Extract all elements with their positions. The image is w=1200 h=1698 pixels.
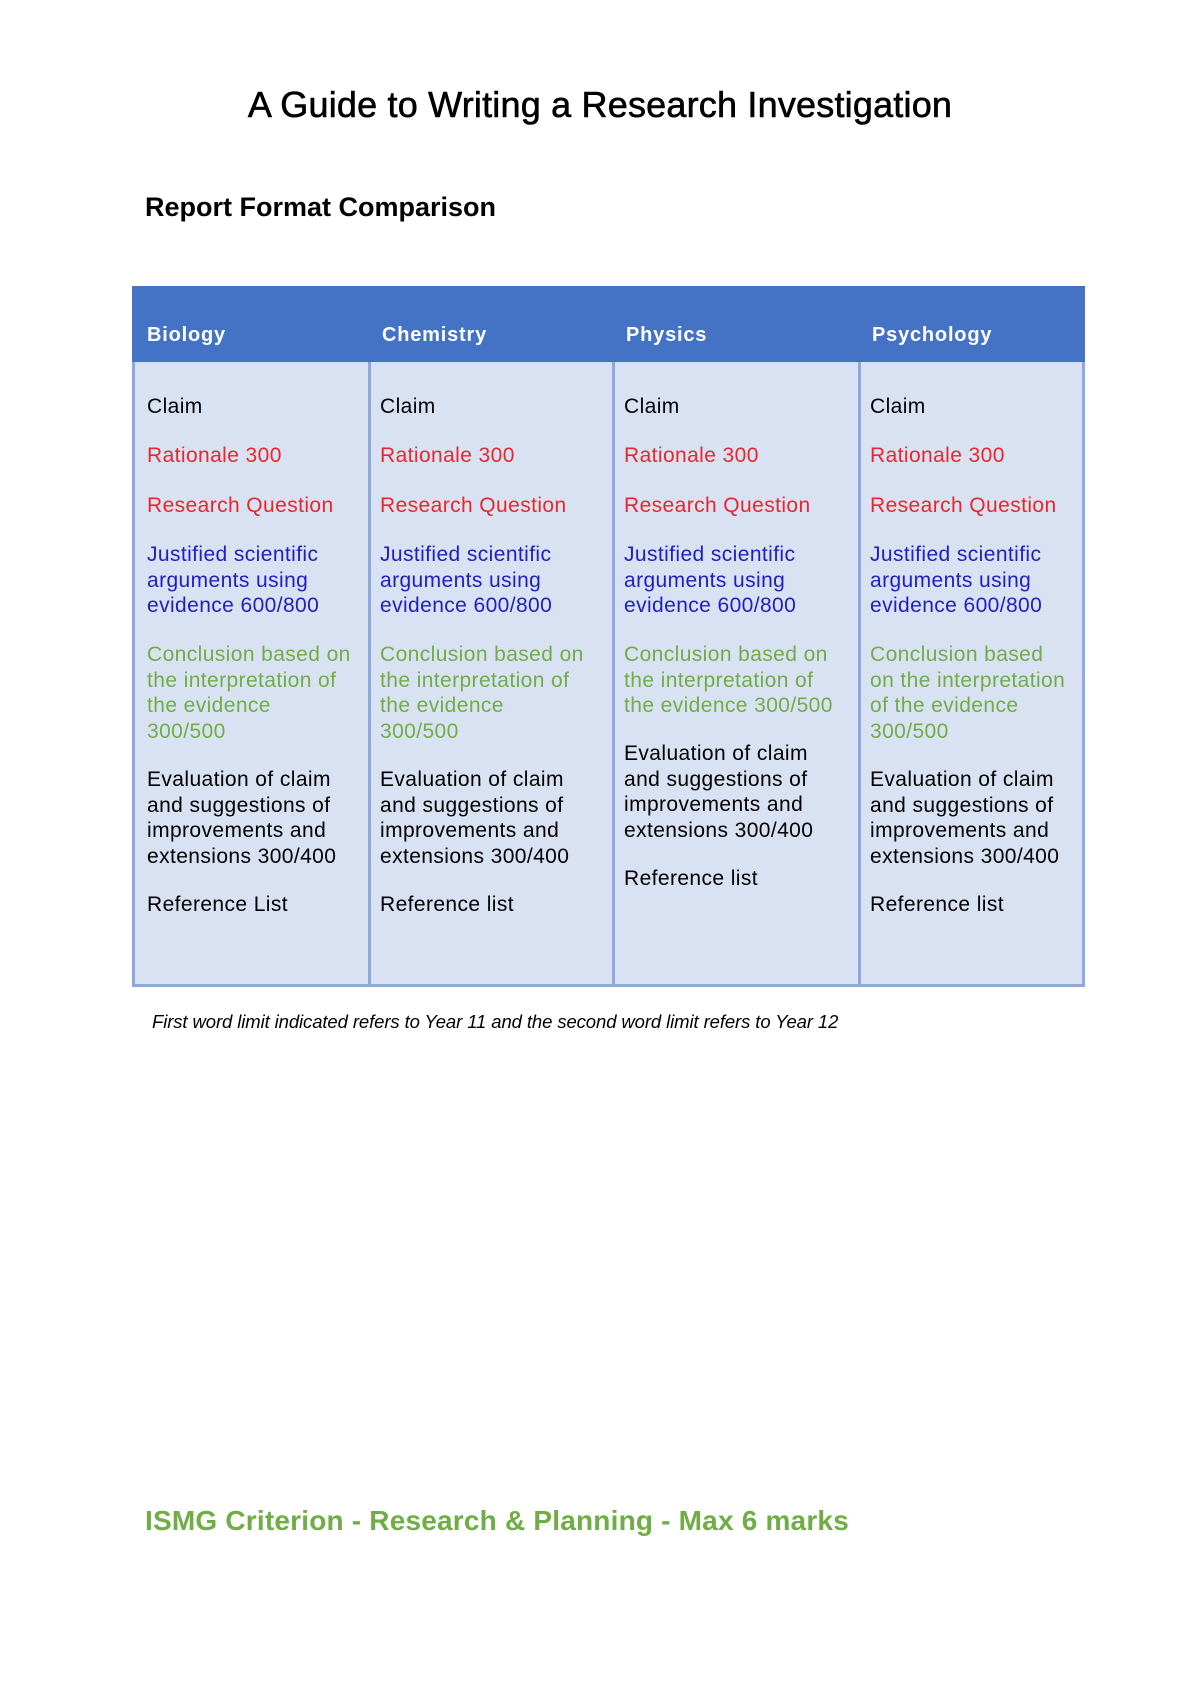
evaluation-item: Evaluation of claim and suggestions of improvements and extensions 300/400 bbox=[624, 742, 814, 842]
justified-arguments-item: Justified scientific arguments using evidence 600/800 bbox=[870, 543, 1043, 618]
research-question-item: Research Question bbox=[870, 494, 1057, 517]
rationale-item: Rationale 300 bbox=[147, 444, 282, 467]
research-question-item: Research Question bbox=[380, 494, 567, 517]
document-title: A Guide to Writing a Research Investigation bbox=[247, 84, 953, 125]
reference-item: Reference list bbox=[380, 893, 514, 916]
reference-item: Reference list bbox=[870, 893, 1004, 916]
research-question-item: Research Question bbox=[624, 494, 811, 517]
evaluation-item: Evaluation of claim and suggestions of improvements and extensions 300/400 bbox=[147, 768, 337, 868]
table-header-row bbox=[132, 286, 1085, 362]
column-chemistry bbox=[371, 362, 612, 984]
conclusion-item: Conclusion based on the interpretation of the evidence 300/500 bbox=[870, 643, 1066, 743]
header-chemistry: Chemistry bbox=[382, 324, 488, 346]
rationale-item: Rationale 300 bbox=[380, 444, 515, 467]
rationale-item: Rationale 300 bbox=[870, 444, 1005, 467]
research-question-item: Research Question bbox=[147, 494, 334, 517]
reference-item: Reference list bbox=[624, 867, 758, 890]
conclusion-item: Conclusion based on the interpretation of the evidence 300/500 bbox=[624, 643, 833, 718]
header-biology: Biology bbox=[147, 324, 226, 346]
evaluation-item: Evaluation of claim and suggestions of improvements and extensions 300/400 bbox=[380, 768, 570, 868]
justified-arguments-item: Justified scientific arguments using evidence 600/800 bbox=[147, 543, 320, 618]
criterion-heading: ISMG Criterion - Research & Planning - Max 6 marks bbox=[145, 1505, 849, 1536]
rationale-item: Rationale 300 bbox=[624, 444, 759, 467]
claim-item: Claim bbox=[380, 395, 436, 418]
justified-arguments-item: Justified scientific arguments using evidence 600/800 bbox=[380, 543, 553, 618]
claim-item: Claim bbox=[147, 395, 203, 418]
reference-item: Reference List bbox=[147, 893, 289, 916]
report-format-table bbox=[132, 286, 1085, 987]
conclusion-item: Conclusion based on the interpretation of the evidence 300/500 bbox=[380, 643, 584, 743]
evaluation-item: Evaluation of claim and suggestions of improvements and extensions 300/400 bbox=[870, 768, 1060, 868]
column-physics bbox=[615, 362, 858, 984]
conclusion-item: Conclusion based on the interpretation of the evidence 300/500 bbox=[147, 643, 351, 743]
justified-arguments-item: Justified scientific arguments using evidence 600/800 bbox=[624, 543, 797, 618]
column-psychology bbox=[861, 362, 1082, 984]
claim-item: Claim bbox=[624, 395, 680, 418]
column-biology bbox=[135, 362, 368, 984]
word-limit-footnote: First word limit indicated refers to Year 11 and the second word limit refers to Year 12 bbox=[152, 1011, 839, 1032]
claim-item: Claim bbox=[870, 395, 926, 418]
section-heading: Report Format Comparison bbox=[145, 192, 497, 222]
header-physics: Physics bbox=[626, 324, 708, 346]
header-psychology: Psychology bbox=[872, 324, 993, 346]
